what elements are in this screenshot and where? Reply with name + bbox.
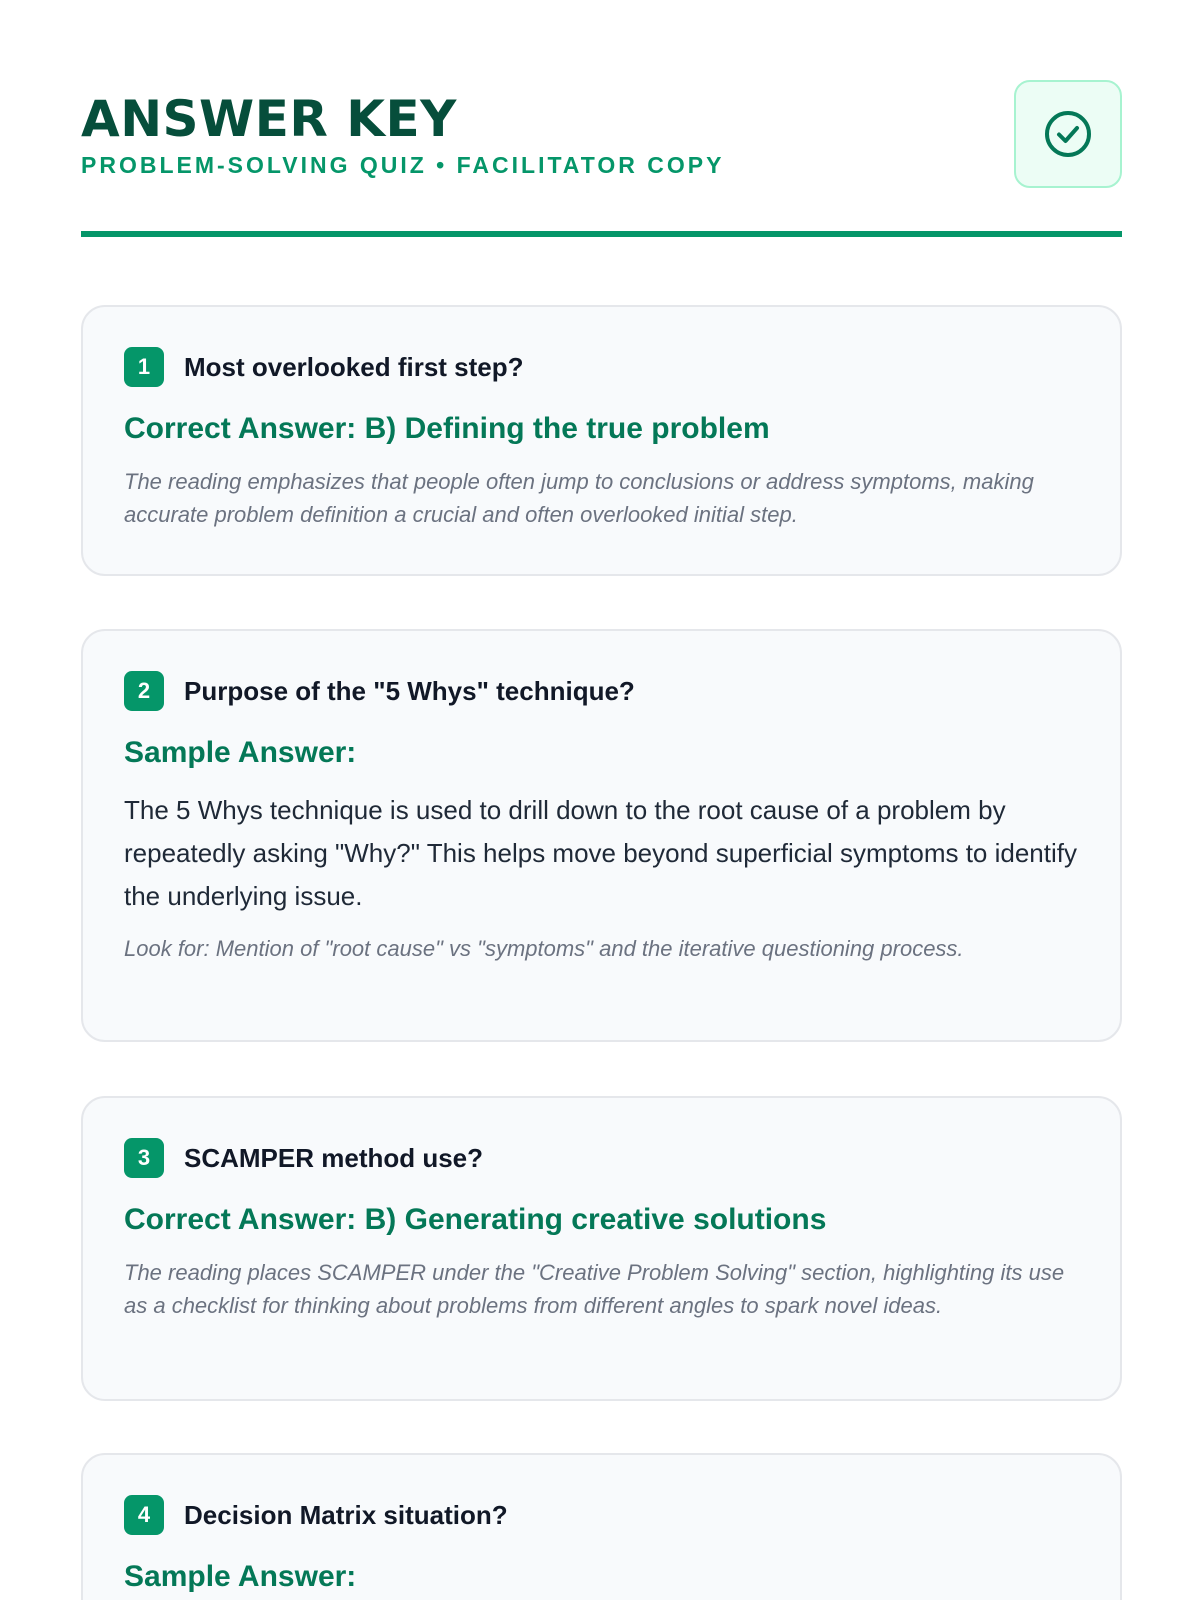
- question-heading: [124, 1138, 483, 1178]
- answer-explanation: The reading emphasizes that people often jump to conclusions or address symptoms, making accurate problem definition a crucial and often overlooked initial step.: [124, 469, 1034, 527]
- question-text: Decision Matrix situation?: [184, 1499, 508, 1530]
- question-heading: [124, 671, 635, 711]
- question-text: Most overlooked first step?: [184, 351, 524, 382]
- question-card-1: [81, 305, 1122, 576]
- page-subtitle: PROBLEM-SOLVING QUIZ • FACILITATOR COPY: [81, 152, 725, 178]
- question-text: SCAMPER method use?: [184, 1142, 484, 1173]
- question-number-badge: 2: [124, 671, 164, 711]
- question-card-2: [81, 629, 1122, 1042]
- question-card-4: [81, 1453, 1122, 1600]
- check-badge: [1014, 80, 1122, 188]
- question-card-3: [81, 1096, 1122, 1401]
- question-heading: [124, 1495, 508, 1535]
- page-header: [81, 80, 1122, 190]
- answer-explanation: The reading places SCAMPER under the "Creative Problem Solving" section, highlighting its use as a checklist for thinking about problems from different angles to spark novel ideas.: [124, 1260, 1065, 1318]
- header-divider: [81, 231, 1122, 237]
- sample-answer-label: Sample Answer:: [124, 736, 357, 769]
- sample-answer-label: Sample Answer:: [124, 1560, 357, 1593]
- correct-answer: Correct Answer: B) Defining the true problem: [124, 412, 770, 445]
- grading-guidance: Look for: Mention of "root cause" vs "symptoms" and the iterative questioning process.: [124, 936, 964, 961]
- correct-answer: Correct Answer: B) Generating creative solutions: [124, 1203, 827, 1236]
- question-number-badge: 1: [124, 347, 164, 387]
- question-text: Purpose of the "5 Whys" technique?: [184, 675, 635, 706]
- question-number-badge: 4: [124, 1495, 164, 1535]
- page-title: ANSWER KEY: [81, 90, 457, 148]
- question-number-badge: 3: [124, 1138, 164, 1178]
- check-circle-icon: [1043, 109, 1093, 159]
- question-heading: [124, 347, 524, 387]
- sample-answer-text: The 5 Whys technique is used to drill down to the root cause of a problem by repeatedly asking "Why?" This helps move beyond superficial symptoms to identify the underlying issue.: [124, 795, 1077, 911]
